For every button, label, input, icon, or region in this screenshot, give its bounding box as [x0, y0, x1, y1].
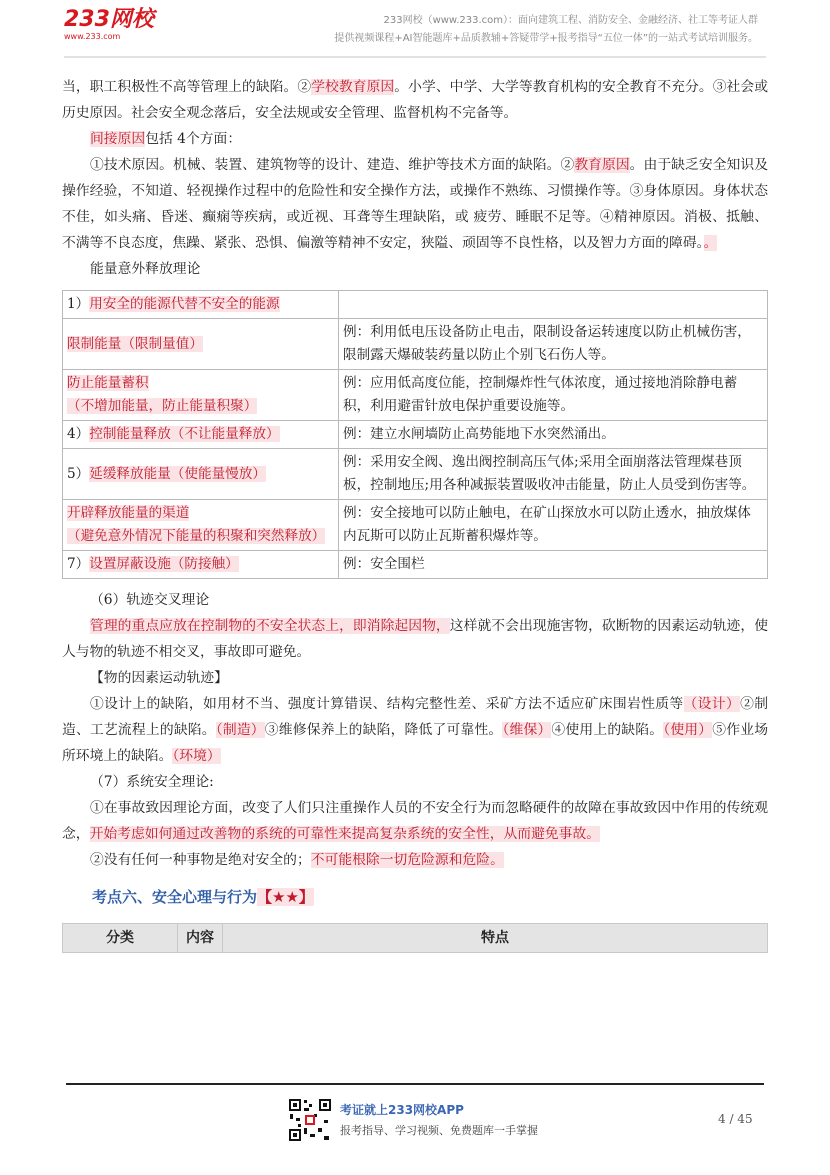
highlight-tag: （环境） [172, 748, 221, 764]
table-cell [63, 500, 339, 551]
table-cell [63, 551, 339, 579]
highlight-tag: （设计） [683, 696, 741, 712]
document-body [62, 74, 768, 953]
paragraph-indirect-causes [62, 126, 768, 152]
table-row [63, 421, 768, 449]
table-cell [63, 449, 339, 500]
table-cell: 例：采用安全阀、逸出阀控制高压气体;采用全面崩落法管理煤巷顶板，控制地压;用各种减振装置吸收冲击能量，防止人员受到伤害等。 [339, 449, 768, 500]
energy-theory-title: 能量意外释放理论 [90, 261, 201, 277]
highlight-method: 设置屏蔽设施（防接触） [89, 556, 239, 572]
section-title-trajectory: （6）轨迹交叉理论 [90, 592, 210, 608]
heading-text: 考点六、安全心理与行为 [92, 888, 258, 906]
highlight-key-point: 不可能根除一切危险源和危险。 [310, 852, 504, 868]
energy-release-table [62, 290, 768, 579]
table-row [63, 500, 768, 551]
table-cell: 例：建立水闸墙防止高势能地下水突然涌出。 [339, 421, 768, 449]
header-divider [64, 56, 766, 58]
highlight-tag: （制造） [215, 722, 265, 738]
text: ⑤作业场所环境上的缺陷。 [62, 722, 768, 764]
text: 包括 4个方面： [145, 131, 242, 147]
kaodian-heading [62, 883, 768, 911]
footer-app-slogan: 考证就上233网校APP [340, 1103, 464, 1117]
table-row [63, 449, 768, 500]
highlight-school-education: 学校教育原因 [311, 79, 395, 95]
column-header-category: 分类 [63, 924, 178, 953]
qr-code-icon[interactable] [288, 1098, 332, 1142]
text: ①在事故致因理论方面，改变了人们只注重操作人员的不安全行为而忽略硬件的故障在事故致因中作用的传统观念， [62, 800, 768, 842]
text: 7） [67, 556, 90, 572]
highlight-method-note: （不增加能量，防止能量积聚） [67, 398, 258, 414]
column-header-feature: 特点 [223, 924, 768, 953]
paragraph-system-safety-1 [62, 795, 768, 847]
highlight-method: 用安全的能源代替不安全的能源 [89, 296, 280, 312]
highlight-key-point: 开始考虑如何通过改善物的系统的可靠性来提高复杂系统的安全性，从而避免事故。 [89, 826, 601, 842]
table-row [63, 291, 768, 319]
paragraph-four-aspects [62, 152, 768, 256]
text: 4） [67, 426, 90, 442]
table-cell [63, 421, 339, 449]
paragraph-system-safety-2 [62, 847, 768, 873]
table-cell [63, 319, 339, 370]
text: ②制造、工艺流程上的缺陷。 [62, 696, 769, 738]
highlight-education-cause: 教育原因 [574, 157, 630, 173]
highlight-method: 限制能量（限制量值） [67, 335, 203, 352]
footer-divider [66, 1083, 764, 1085]
text: 5） [67, 465, 90, 482]
logo-text: 233网校 [64, 7, 154, 32]
table-cell: 例：应用低高度位能，控制爆炸性气体浓度，通过接地消除静电蓄积，利用避雷针放电保护重要设施等。 [339, 370, 768, 421]
paragraph-defects [62, 691, 768, 769]
highlight-method: 防止能量蓄积 [67, 375, 149, 391]
table-row [63, 370, 768, 421]
highlight-key-point: 管理的重点应放在控制物的不安全状态上，即消除起因物， [90, 618, 450, 634]
header-slogan [334, 12, 758, 48]
table-row [63, 551, 768, 579]
text: ②没有任何一种事物是绝对安全的； [90, 852, 311, 868]
category-table-header [62, 923, 768, 953]
bracket-heading: 【物的因素运动轨迹】 [90, 670, 228, 686]
section-trajectory [62, 587, 768, 769]
text: ①技术原因。机械、装置、建筑物等的设计、建造、维护等技术方面的缺陷。② [90, 157, 575, 173]
section-title-system-safety: （7）系统安全理论: [90, 774, 214, 790]
section-system-safety [62, 769, 768, 873]
text: ④使用上的缺陷。 [551, 722, 664, 738]
header-line-2: 提供视频课程+AI智能题库+品质教辅+答疑带学+报考指导“五位一体”的一站式考试培训服务。 [334, 33, 758, 44]
table-cell: 例：利用低电压设备防止电击，限制设备运转速度以防止机械伤害，限制露天爆破装药量以防止个别飞石伤人等。 [339, 319, 768, 370]
text: 。小学、中学、大学等教育机构的安全教育不充分。③社会或历史原因。社会安全观念落后，安全法规或安全管理、监督机构不完备等。 [62, 79, 769, 121]
paragraph-management [62, 74, 768, 126]
highlight-method: 控制能量释放（不让能量释放） [89, 426, 280, 442]
highlight-method: 开辟释放能量的渠道 [67, 505, 190, 521]
table-cell [63, 291, 339, 319]
highlight-tag: （维保） [502, 722, 552, 738]
highlight-period: 。 [703, 235, 718, 251]
footer-app-subtitle: 报考指导、学习视频、免费题库一手掌握 [340, 1124, 538, 1137]
highlight-tag: （使用） [663, 722, 713, 738]
table-cell: 例：安全围栏 [339, 551, 768, 579]
highlight-indirect-causes: 间接原因 [90, 131, 146, 147]
text: ③维修保养上的缺陷，降低了可靠性。 [264, 722, 503, 738]
paragraph-trajectory [62, 613, 768, 665]
page-header [0, 0, 830, 60]
star-rating: 【★★】 [257, 888, 314, 906]
table-cell [63, 370, 339, 421]
page-number: 4 / 45 [718, 1112, 753, 1126]
logo-233[interactable] [64, 8, 164, 44]
text: 1） [67, 296, 90, 312]
text: ①设计上的缺陷，如用材不当、强度计算错误、结构完整性差、采矿方法不适应矿床围岩性质等 [90, 696, 684, 712]
table-header-row [63, 924, 768, 953]
table-cell: 例：安全接地可以防止触电，在矿山探放水可以防止透水，抽放煤体内瓦斯可以防止瓦斯蓄积爆炸等。 [339, 500, 768, 551]
text: 。由于缺乏安全知识及操作经验，不知道、轻视操作过程中的危险性和安全操作方法，或操作不熟练、习惯操作等。③身体原因。身体状态不佳，如头痛、昏迷、癫痫等疾病，或近视、耳聋等生理缺陷，或 疲劳、睡眠不足等。④精神原因。消极、抵触、不满等不良态度，焦躁、紧张、恐惧、偏激等精神不安定，狭隘、顽固等不良性格，以及智力方面的障碍。 [62, 157, 769, 251]
highlight-method: 延缓释放能量（使能量慢放） [89, 465, 266, 482]
text: 当，职工积极性不高等管理上的缺陷。② [62, 79, 312, 95]
highlight-method-note: （避免意外情况下能量的积聚和突然释放） [67, 528, 326, 544]
logo-url: www.233.com [64, 32, 121, 41]
header-line-1: 233网校（www.233.com）：面向建筑工程、消防安全、金融经济、社工等考证人群 [383, 15, 758, 26]
table-cell [339, 291, 768, 319]
column-header-content: 内容 [178, 924, 223, 953]
text: 这样就不会出现施害物，砍断物的因素运动轨迹，使人与物的轨迹不相交叉，事故即可避免。 [62, 618, 769, 660]
table-row [63, 319, 768, 370]
